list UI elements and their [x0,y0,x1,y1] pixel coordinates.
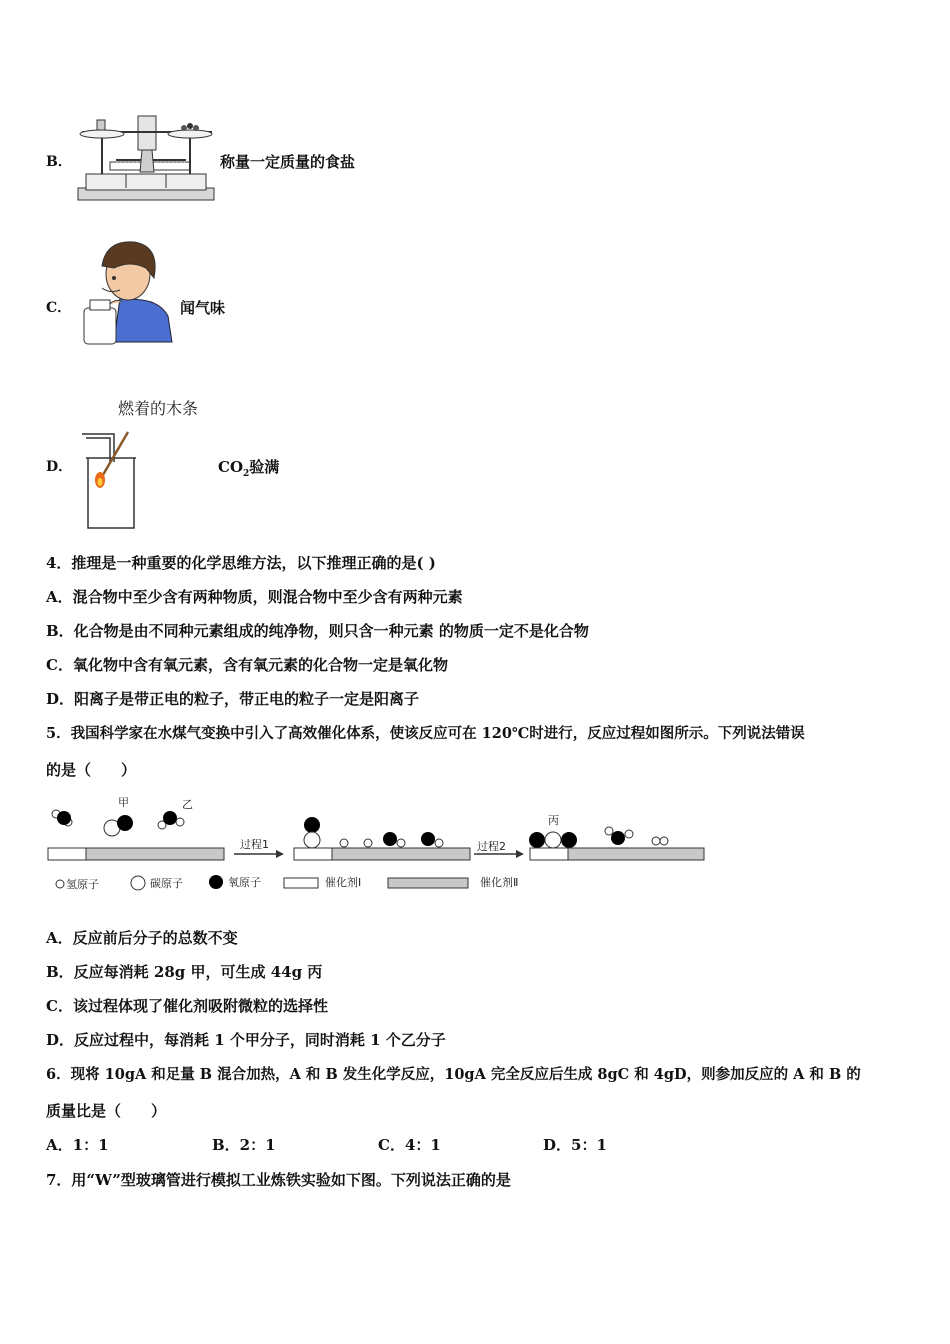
legend-hydrogen: 氢原子 [66,878,99,891]
q4-option-b: B．化合物是由不同种元素组成的纯净物，则只含一种元素 的物质一定不是化合物 [46,622,589,640]
option-b-text: 称量一定质量的食盐 [220,153,356,171]
option-c-letter: C． [46,300,72,316]
q6-option-b: B．2：1 [212,1136,276,1154]
q6-option-d: D．5：1 [543,1136,607,1154]
legend-carbon: 碳原子 [150,877,183,890]
water-molecule-2 [176,818,184,826]
q4-option-d: D．阳离子是带正电的粒子，带正电的粒子一定是阳离子 [46,690,420,708]
q4-option-c: C．氧化物中含有氧元素，含有氧元素的化合物一定是氧化物 [46,656,448,674]
burning-stick-caption: 燃着的木条 [118,399,199,418]
q6-option-c: C．4：1 [378,1136,441,1154]
option-c-text: 闻气味 [180,299,226,317]
legend-catalyst1: 催化剂Ⅰ [325,876,362,889]
legend-catalyst2: 催化剂Ⅱ [480,876,519,889]
label-jia: 甲 [118,796,129,809]
q4-option-a: A．混合物中至少含有两种物质，则混合物中至少含有两种元素 [46,588,463,606]
option-d-letter: D． [46,459,73,475]
q5-stem-line2: 的是（ ） [46,761,137,779]
co2-molecule [561,832,577,848]
q6-stem-line1: 6．现将 10gA 和足量 B 混合加热，A 和 B 发生化学反应，10gA 完全反应后生成 8gC 和 4gD，则参加反应的 A 和 B 的 [46,1066,861,1083]
smelling-figure [80,238,176,348]
water-molecule-1 [57,811,71,825]
option-b-letter: B． [46,154,72,170]
q5-stem-line1: 5．我国科学家在水煤气变换中引入了高效催化体系，使该反应可在 120℃时进行，反应过程如图所示。下列说法错误 [46,725,805,742]
co-molecule [117,815,133,831]
legend-oxygen: 氧原子 [228,876,261,889]
q7-stem: 7．用“W”型玻璃管进行模拟工业炼铁实验如下图。下列说法正确的是 [46,1171,511,1189]
q5-option-d: D．反应过程中，每消耗 1 个甲分子，同时消耗 1 个乙分子 [46,1031,446,1049]
gas-bottle-figure [78,428,140,532]
q6-option-a: A．1：1 [46,1136,109,1154]
label-process1: 过程1 [240,838,269,851]
label-bing: 丙 [548,814,559,827]
q6-stem-line2: 质量比是（ ） [46,1102,167,1120]
option-d-text: $CO_2$验满 [218,458,280,479]
q5-option-a: A．反应前后分子的总数不变 [46,929,238,947]
q5-option-b: B．反应每消耗 28g 甲，可生成 44g 丙 [46,963,323,981]
balance-figure [76,112,216,204]
q4-stem: 4．推理是一种重要的化学思维方法，以下推理正确的是( ) [46,554,436,572]
label-process2: 过程2 [477,840,506,853]
h2-molecule [660,837,668,845]
q5-option-c: C．该过程体现了催化剂吸附微粒的选择性 [46,997,328,1015]
reaction-process-figure [44,792,714,896]
label-yi: 乙 [182,798,193,811]
